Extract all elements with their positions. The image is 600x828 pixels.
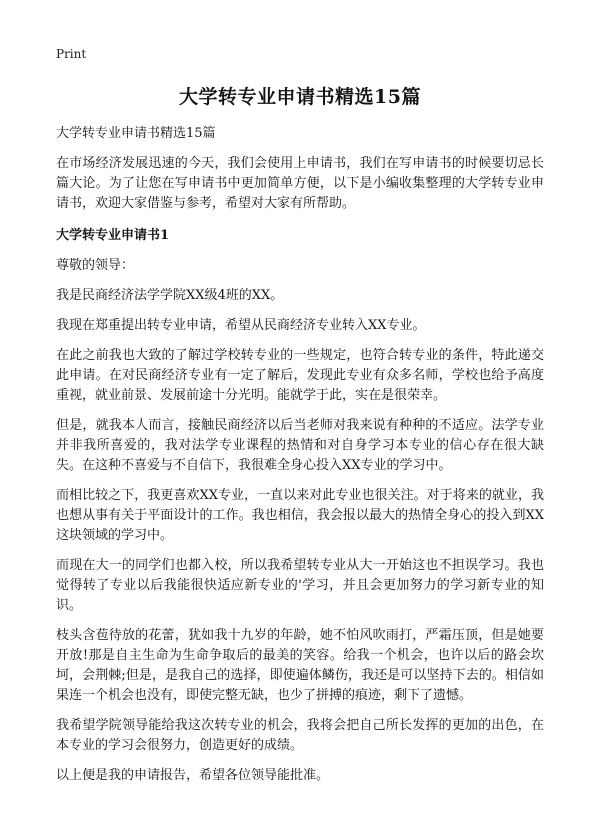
body-paragraph: 我现在郑重提出转专业申请，希望从民商经济专业转入XX专业。 [56, 318, 426, 333]
intro-paragraph: 在市场经济发展迅速的今天，我们会使用上申请书，我们在写申请书的时候要切忌长篇大论。为了让您在写申请书中更加简单方便，以下是小编收集整理的大学转专业申请书，欢迎大家借鉴与参考，希望对大家有所帮助。 [56, 156, 544, 211]
print-link[interactable]: Print [56, 47, 87, 61]
body-paragraph: 我是民商经济法学学院XX级4班的XX。 [56, 288, 284, 303]
body-paragraph: 但是，就我本人而言，接触民商经济以后当老师对我来说有种种的不适应。法学专业并非我所喜爱的，我对法学专业课程的热情和对自身学习本专业的信心存在很大缺失。在这种不喜爱与不自信下，我很难全身心投入XX专业的学习中。 [56, 418, 544, 473]
body-paragraph: 枝头含苞待放的花蕾，犹如我十九岁的年龄，她不怕风吹雨打，严霜压顶，但是她要开放!那是自主生命为生命争取后的最美的笑容。给我一个机会，也许以后的路会坎坷，会荆棘;但是，是我自己的选择，即使遍体鳞伤，我还是可以坚持下去的。相信如果连一个机会也没有，即使完整无缺，也少了拼搏的痕迹，剩下了遗憾。 [56, 628, 544, 703]
body-paragraph: 在此之前我也大致的了解过学校转专业的一些规定，也符合转专业的条件，特此递交此申请。在对民商经济专业有一定了解后，发现此专业有众多名师，学校也给予高度重视，就业前景、发展前途十分光明。能就学于此，实在是很荣幸。 [56, 348, 544, 403]
body-paragraph: 而现在大一的同学们也都入校，所以我希望转专业从大一开始这也不担误学习。我也觉得转了专业以后我能很快适应新专业的'学习，并且会更加努力的学习新专业的知识。 [56, 558, 544, 613]
closing-paragraph: 以上便是我的申请报告，希望各位领导能批准。 [56, 768, 330, 783]
salutation: 尊敬的领导： [56, 258, 135, 273]
body-paragraph: 我希望学院领导能给我这次转专业的机会，我将会把自己所长发挥的更加的出色，在本专业的学习会很努力，创造更好的成绩。 [56, 718, 544, 753]
document-title: 大学转专业申请书精选15篇 [179, 86, 421, 108]
document-subtitle: 大学转专业申请书精选15篇 [56, 126, 216, 141]
body-paragraph: 而相比较之下，我更喜欢XX专业，一直以来对此专业也很关注。对于将来的就业，我也想从事有关于平面设计的工作。我也相信，我会报以最大的热情全身心的投入到XX这块领域的学习中。 [56, 488, 544, 543]
section-heading: 大学转专业申请书1 [56, 228, 170, 243]
